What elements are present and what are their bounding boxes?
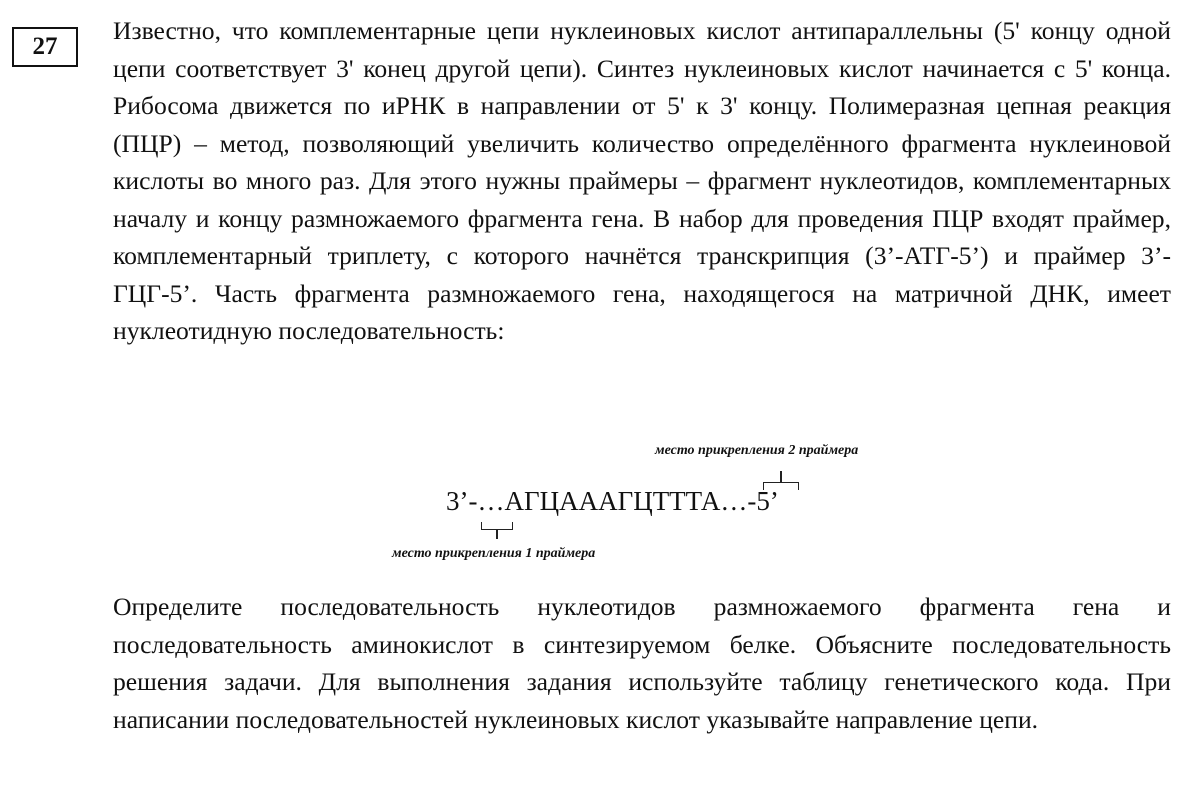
task-number: 27 [12, 27, 78, 67]
primer-1-bracket-stem [496, 529, 498, 539]
primer-2-label: место прикрепления 2 праймера [655, 443, 859, 458]
primer-2-bracket-stem [780, 471, 782, 482]
task-intro-text: Известно, что комплементарные цепи нуклеиновых кислот антипараллельны (5' концу одной цепи соответствует 3' конец другой цепи). Синтез нуклеиновых кислот начинается с 5' конца. Рибосома движется по иРНК в направлении от 5' к 3' концу. Полимеразная цепная реакция (ПЦР) – метод, позволяющий увеличить количество определённого фрагмента нуклеиновой кислоты во много раз. Для этого нужны праймеры – фрагмент нуклеотидов, комплементарных началу и концу размножаемого фрагмента гена. В набор для проведения ПЦР входят праймер, комплементарный триплету, с которого начнётся транскрипция (3’-АТГ-5’) и праймер 3’-ГЦГ-5’. Часть фрагмента размножаемого гена, находящегося на матричной ДНК, имеет нуклеотидную последовательность: [113, 16, 1171, 345]
dna-sequence: 3’-…АГЦАААГЦТТТА…-5’ [446, 486, 779, 516]
primer-1-label: место прикрепления 1 праймера [392, 546, 596, 561]
task-question-text: Определите последовательность нуклеотидов размножаемого фрагмента гена и последовательность аминокислот в синтезируемом белке. Объясните последовательность решения задачи. Для выполнения задания используйте таблицу генетического кода. При написании последовательностей нуклеиновых кислот указывайте направление цепи. [113, 592, 1171, 734]
